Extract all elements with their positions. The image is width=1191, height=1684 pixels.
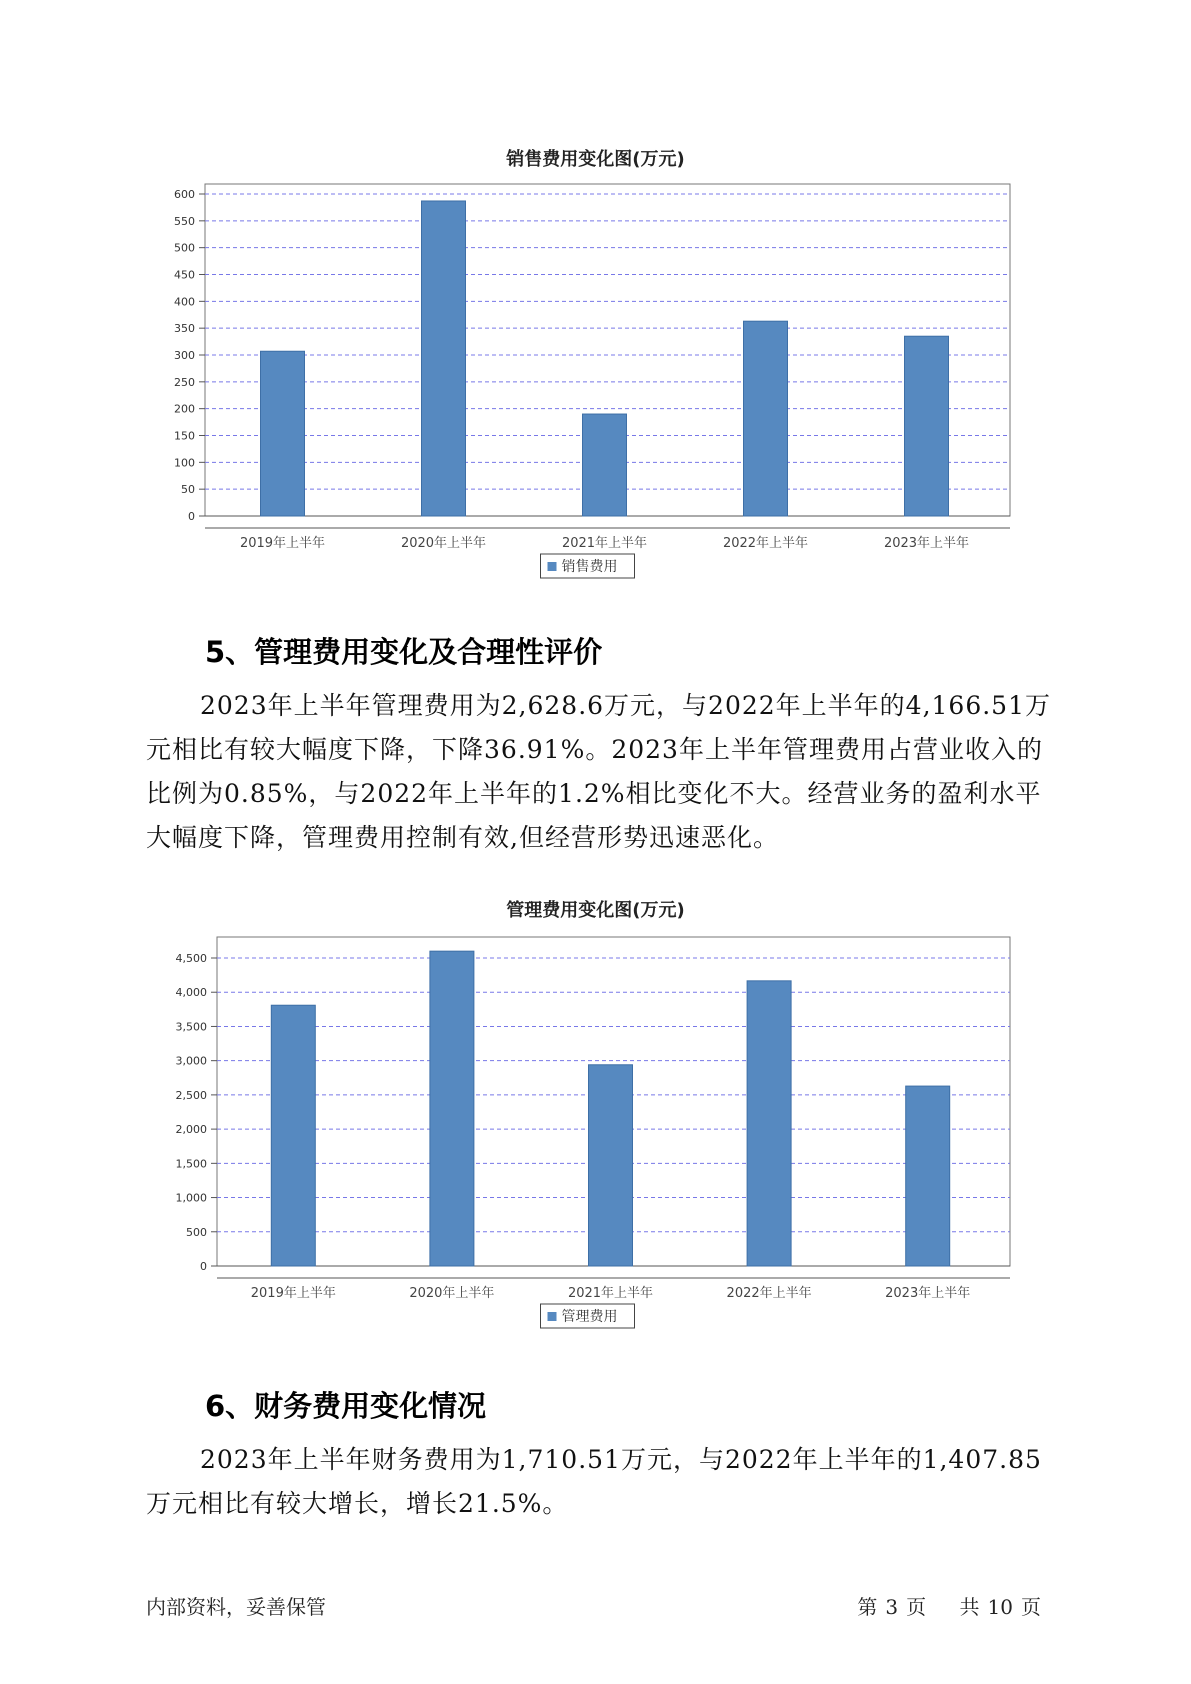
y-tick-label: 1,000: [175, 1191, 207, 1205]
y-tick-label: 4,500: [175, 952, 207, 965]
footer-total-prefix: 共: [959, 1595, 980, 1619]
footer-total-suffix: 页: [1021, 1595, 1041, 1619]
footer-page-suffix: 页: [906, 1595, 927, 1619]
y-tick-label: 550: [174, 214, 195, 228]
bar: [906, 1086, 950, 1266]
x-tick-label: 2020年上半年: [400, 536, 487, 551]
legend-label: 销售费用: [561, 559, 618, 575]
legend-label: 管理费用: [561, 1309, 618, 1325]
bar: [430, 951, 474, 1266]
x-tick-label: 2021年上半年: [561, 536, 648, 551]
footer-confidential-note: 内部资料，妥善保管: [146, 1595, 326, 1619]
x-tick-label: 2023年上半年: [883, 536, 970, 551]
y-tick-label: 500: [186, 1225, 207, 1239]
y-tick-label: 250: [174, 375, 195, 389]
x-tick-label: 2020年上半年: [409, 1286, 495, 1301]
y-tick-label: 200: [174, 402, 195, 416]
section-5-heading: 5、管理费用变化及合理性评价: [205, 635, 603, 669]
bar: [747, 981, 791, 1266]
y-tick-label: 500: [174, 241, 195, 255]
x-tick-label: 2019年上半年: [250, 1286, 336, 1301]
y-tick-label: 400: [174, 295, 195, 309]
y-tick-label: 2,000: [175, 1123, 207, 1137]
y-tick-label: 3,000: [175, 1054, 207, 1068]
chart-title-sales: 销售费用变化图(万元): [506, 149, 685, 170]
x-tick-label: 2022年上半年: [722, 536, 809, 551]
footer-page-total: 10: [987, 1595, 1013, 1619]
y-tick-label: 1,500: [175, 1157, 207, 1171]
footer-page-current: 3: [885, 1595, 899, 1619]
y-tick-label: 50: [181, 483, 195, 497]
section-6-paragraph: 2023年上半年财务费用为1,710.51万元，与2022年上半年的1,407.85万元相比有较大增长，增长21.5%。: [146, 1445, 1042, 1518]
y-tick-label: 0: [200, 1260, 207, 1273]
x-tick-label: 2023年上半年: [885, 1286, 971, 1301]
footer-page-number: [853, 1591, 1045, 1620]
y-tick-label: 450: [174, 268, 195, 282]
y-tick-label: 2,500: [175, 1088, 207, 1102]
y-tick-label: 3,500: [175, 1020, 207, 1034]
y-tick-label: 0: [188, 510, 195, 523]
footer-page-prefix: 第: [857, 1595, 878, 1619]
x-tick-label: 2021年上半年: [567, 1286, 654, 1301]
section-6-heading: 6、财务费用变化情况: [205, 1389, 487, 1423]
x-tick-label: 2022年上半年: [726, 1286, 812, 1301]
y-tick-label: 100: [174, 456, 195, 470]
legend-swatch: [548, 1312, 557, 1321]
y-tick-label: 600: [174, 188, 195, 201]
section-5-paragraph: 2023年上半年管理费用为2,628.6万元，与2022年上半年的4,166.51万元相比有较大幅度下降，下降36.91%。2023年上半年管理费用占营业收入的比例为0.85%，与2022年上半年的1.2%相比变化不大。经营业务的盈利水平大幅度下降，管理费用控制有效,但经营形势迅速恶化。: [146, 691, 1051, 852]
y-tick-label: 350: [174, 322, 195, 336]
y-tick-label: 4,000: [175, 986, 207, 1000]
bar: [589, 1065, 633, 1266]
x-tick-label: 2019年上半年: [239, 536, 326, 551]
y-tick-label: 150: [174, 429, 195, 443]
y-tick-label: 300: [174, 349, 195, 362]
bar: [271, 1005, 315, 1266]
chart-title-admin: 管理费用变化图(万元): [506, 900, 685, 921]
